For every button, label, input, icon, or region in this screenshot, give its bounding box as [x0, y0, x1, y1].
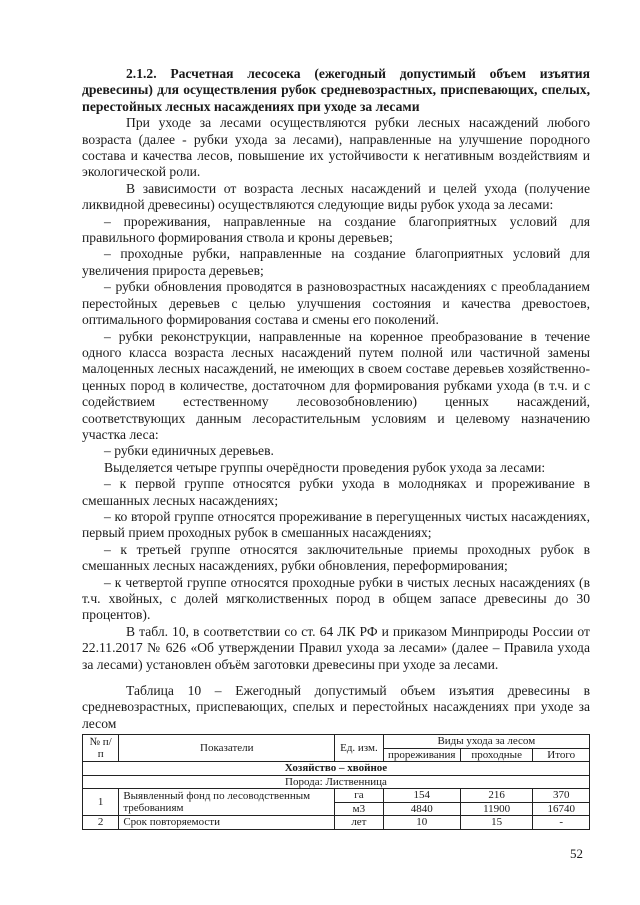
cell-value: 370: [533, 789, 590, 803]
header-indicators: Показатели: [119, 735, 335, 762]
paragraph: При уходе за лесами осуществляются рубки лесных насаждений любого возраста (далее - рубки ухода за лесами), направленные на улучшение породного состава и качества лесов, повышение их устойчивости к негативным воздействиям и экологической роли.: [82, 115, 590, 180]
cell-value: 11900: [460, 802, 533, 816]
cell-unit: лет: [335, 816, 383, 830]
list-item: – рубки единичных деревьев.: [104, 443, 274, 459]
page-number: 52: [570, 846, 583, 861]
cell-num: 2: [83, 816, 119, 830]
cell-value: 4840: [383, 802, 460, 816]
paragraph: В табл. 10, в соответствии со ст. 64 ЛК РФ и приказом Минприроды России от 22.11.2017 № 626 «Об утверждении Правил ухода за лесами» (далее – Правила ухода за лесами) установлен объём заготовки древесины при уходе за лесами.: [82, 623, 590, 672]
document-page: [82, 66, 590, 830]
list-item: – прореживания, направленные на создание благоприятных условий для правильного формирования ствола и кроны деревьев;: [82, 213, 590, 246]
list-item: – рубки обновления проводятся в разновозрастных насаждениях с преобладанием перестойных деревьев с целью улучшения состояния и качества древостоев, оптимального формирования состава и смены его поколений.: [82, 279, 590, 328]
list-item: – проходные рубки, направленные на создание благоприятных условий для увеличения прироста деревьев;: [82, 246, 590, 278]
cell-value: -: [533, 816, 590, 830]
paragraph: Выделяется четыре группы очерёдности проведения рубок ухода за лесами:: [104, 459, 546, 475]
list-item: – к третьей группе относятся заключительные приемы проходных рубок в смешанных лесных насаждениях, рубки обновления, переформирования;: [82, 541, 590, 574]
cell-num: 1: [83, 789, 119, 816]
cell-name: Выявленный фонд по лесоводственным требованиям: [119, 789, 335, 816]
paragraph: В зависимости от возраста лесных насаждений и целей ухода (получение ликвидной древесины) осуществляются следующие виды рубок ухода за лесами:: [82, 180, 590, 213]
header-group: Виды ухода за лесом: [383, 735, 589, 749]
cell-unit: га: [335, 789, 383, 803]
cell-value: 10: [383, 816, 460, 830]
header-unit: Ед. изм.: [335, 735, 383, 762]
group-row: Хозяйство – хвойное: [83, 762, 590, 776]
cell-value: 154: [383, 789, 460, 803]
cell-value: 15: [460, 816, 533, 830]
list-item: – к первой группе относятся рубки ухода в молодняках и прореживание в смешанных лесных насаждениях;: [82, 476, 590, 508]
cell-value: 216: [460, 789, 533, 803]
table-row: [83, 789, 590, 803]
cell-name: Срок повторяемости: [119, 816, 335, 830]
header-num: № п/п: [83, 735, 119, 762]
table-caption: Таблица 10 – Ежегодный допустимый объем изъятия древесины в средневозрастных, приспевающих, спелых и перестойных насаждениях при уходе за лесом: [82, 683, 590, 731]
header-col2: проходные: [460, 748, 533, 762]
header-col1: прореживания: [383, 748, 460, 762]
cell-unit: м3: [335, 802, 383, 816]
cell-value: 16740: [533, 802, 590, 816]
section-heading: 2.1.2. Расчетная лесосека (ежегодный допустимый объем изъятия древесины) для осуществления рубок средневозрастных, приспевающих, спелых, перестойных лесных насаждениях при уходе за лесами: [82, 66, 590, 114]
list-item: – ко второй группе относятся прореживание в перегущенных чистых насаждениях, первый прием проходных рубок в смешанных насаждениях;: [82, 508, 590, 541]
header-col3: Итого: [533, 748, 590, 762]
list-item: – рубки реконструкции, направленные на коренное преобразование в течение одного класса возраста лесных насаждений путем полной или частичной замены малоценных лесных насаждений, не имеющих в своем составе деревьев хозяйственно-ценных пород в количестве, достаточном для формирования рубками ухода (в т.ч. и с содействием естественному лесовозобновлению) ценных насаждений, соответствующих данным лесорастительным условиям и целевому назначению участка леса:: [82, 328, 590, 442]
list-item: – к четвертой группе относятся проходные рубки в чистых лесных насаждениях (в т.ч. хвойных, с долей мягколиственных пород в общем запасе древесины до 30 процентов).: [82, 574, 590, 623]
data-table: [82, 734, 590, 830]
subgroup-row: Порода: Лиственница: [83, 775, 590, 789]
table-row: [83, 816, 590, 830]
